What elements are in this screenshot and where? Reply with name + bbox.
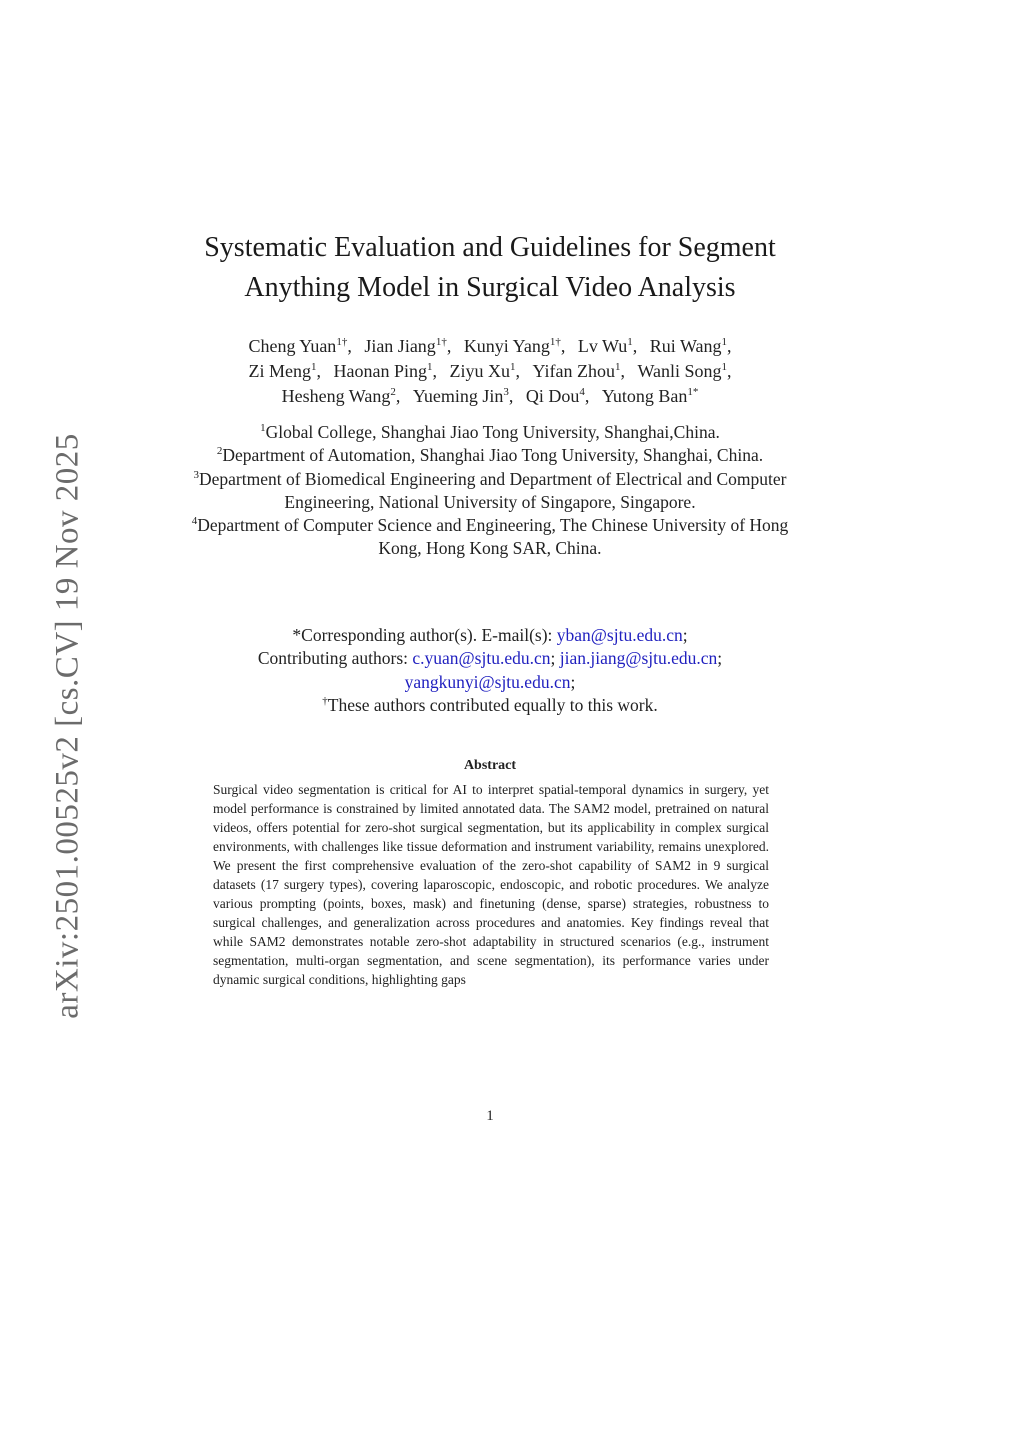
affiliation-list — [170, 421, 810, 561]
arxiv-stamp: arXiv:2501.00525v2 [cs.CV] 19 Nov 2025 — [49, 433, 86, 1019]
author: Yueming Jin$^3$, — [412, 386, 514, 406]
author: Zi Meng$^1$, — [248, 361, 321, 381]
author: Jian Jiang$^{1\dagger}$, — [364, 336, 452, 356]
author: Kunyi Yang$^{1\dagger}$, — [463, 336, 566, 356]
email-link[interactable]: yangkunyi@sjtu.edu.cn — [404, 671, 571, 692]
contributing-authors-line: Contributing authors: c.yuan@sjtu.edu.cn; jian.jiang@sjtu.edu.cn; — [257, 648, 723, 669]
abstract-heading: Abstract — [463, 758, 517, 773]
email-link[interactable]: jian.jiang@sjtu.edu.cn — [559, 648, 718, 669]
affiliation: $^4$Department of Computer Science and Engineering, The Chinese University of Hong Kong, Hong Kong SAR, China. — [191, 515, 789, 559]
affiliation: $^1$Global College, Shanghai Jiao Tong University, Shanghai,China. — [260, 422, 720, 442]
title-line-1: Systematic Evaluation and Guidelines for Segment — [204, 232, 776, 263]
author-list — [150, 334, 830, 409]
author-row-3 — [150, 384, 830, 409]
author: Haonan Ping$^1$, — [333, 361, 437, 381]
corresponding-author-line: *Corresponding author(s). E-mail(s): yban@sjtu.edu.cn; — [292, 625, 688, 645]
author: Rui Wang$^1$, — [649, 336, 732, 356]
affiliation: $^3$Department of Biomedical Engineering and Department of Electrical and Computer Engineering, National University of Singapore, Singapore. — [193, 468, 787, 512]
author: Qi Dou$^4$, — [525, 386, 590, 406]
author: Hesheng Wang$^2$, — [281, 386, 401, 406]
author: Ziyu Xu$^1$, — [449, 361, 520, 381]
contact-block — [170, 624, 810, 717]
paper-title — [150, 228, 830, 308]
title-line-2: Anything Model in Surgical Video Analysis — [244, 272, 736, 303]
author: Cheng Yuan$^{1\dagger}$, — [248, 336, 352, 356]
author: Yutong Ban$^{1*}$ — [601, 386, 699, 406]
author: Yifan Zhou$^1$, — [532, 361, 625, 381]
abstract-body: Surgical video segmentation is critical for AI to interpret spatial-temporal dynamics in surgery, yet model performance is constrained by limited annotated data. The SAM2 model, pretrained on natural videos, offers potential for zero-shot surgical segmentation, but its applicability in complex surgical environments, with challenges like tissue deformation and instrument variability, remains unexplored. We present the first comprehensive evaluation of the zero-shot capability of SAM2 in 9 surgical datasets (17 surgery types), covering laparoscopic, endoscopic, and robotic procedures. We analyze various prompting (points, boxes, mask) and finetuning (dense, sparse) strategies, robustness to surgical challenges, and generalization across procedures and anatomies. Key findings reveal that while SAM2 demonstrates notable zero-shot adaptability in structured scenarios (e.g., instrument segmentation, multi-organ segmentation, and scene segmentation), its performance varies under dynamic surgical conditions, highlighting gaps — [213, 782, 769, 987]
contributing-authors-line-2: yangkunyi@sjtu.edu.cn; — [404, 671, 576, 692]
author-row-1 — [150, 334, 830, 359]
page-number: 1 — [486, 1108, 494, 1124]
email-link[interactable]: c.yuan@sjtu.edu.cn — [412, 648, 551, 669]
author: Lv Wu$^1$, — [577, 336, 638, 356]
email-link[interactable]: yban@sjtu.edu.cn — [556, 625, 683, 645]
author-row-2 — [150, 359, 830, 384]
affiliation: $^2$Department of Automation, Shanghai Jiao Tong University, Shanghai, China. — [216, 445, 764, 466]
author: Wanli Song$^1$, — [637, 361, 732, 381]
equal-contribution-note: †These authors contributed equally to this work. — [322, 694, 658, 715]
